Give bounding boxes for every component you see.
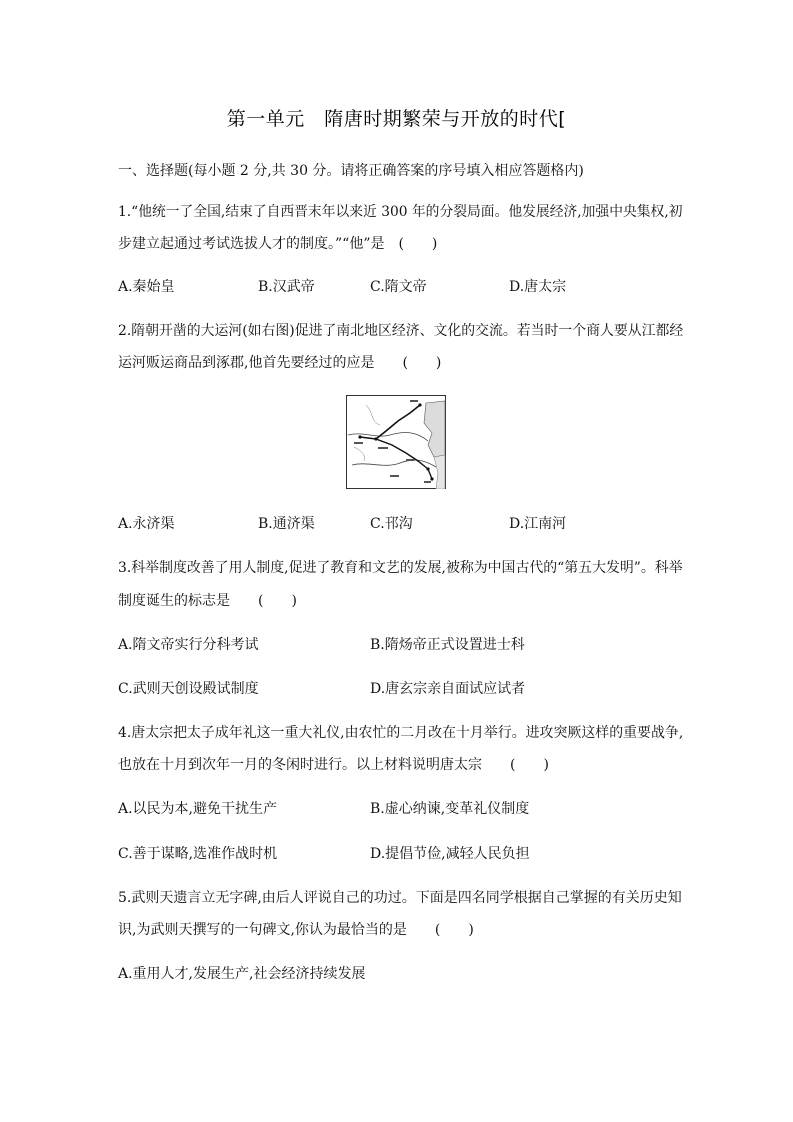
question-5-option-a: A.重用人才,发展生产,社会经济持续发展 bbox=[118, 966, 366, 982]
question-5-line-1: 5.武则天遗言立无字碑,由后人评说自己的功过。下面是四名同学根据自己掌握的有关历史知 bbox=[118, 890, 682, 906]
question-2-option-d: D.江南河 bbox=[509, 516, 567, 532]
question-1-option-a: A.秦始皇 bbox=[118, 279, 175, 295]
question-3-option-c: C.武则天创设殿试制度 bbox=[118, 681, 259, 697]
section-header: 一、选择题(每小题 2 分,共 30 分。请将正确答案的序号填入相应答题格内) bbox=[118, 163, 584, 179]
question-1-line-1: 1.“他统一了全国,结束了自西晋末年以来近 300 年的分裂局面。他发展经济,加强中央集权,初 bbox=[118, 204, 683, 220]
question-1-line-2: 步建立起通过考试选拔人才的制度。”“他”是 ( ) bbox=[118, 236, 438, 252]
question-5-line-2: 识,为武则天撰写的一句碑文,你认为最恰当的是 ( ) bbox=[118, 922, 474, 938]
question-2-line-1: 2.隋朝开凿的大运河(如右图)促进了南北地区经济、文化的交流。若当时一个商人要从江都经 bbox=[118, 323, 684, 339]
question-4-line-1: 4.唐太宗把太子成年礼这一重大礼仪,由农忙的二月改在十月举行。进攻突厥这样的重要战争, bbox=[118, 725, 684, 741]
question-4-option-c: C.善于谋略,选准作战时机 bbox=[118, 846, 278, 862]
question-3-option-d: D.唐玄宗亲自面试应试者 bbox=[370, 681, 526, 697]
question-2-option-c: C.邗沟 bbox=[370, 516, 413, 532]
question-4-line-2: 也放在十月到次年一月的冬闲时进行。以上材料说明唐太宗 ( ) bbox=[118, 757, 549, 773]
question-2-line-2: 运河贩运商品到涿郡,他首先要经过的应是 ( ) bbox=[118, 355, 442, 371]
question-4-option-a: A.以民为本,避免干扰生产 bbox=[118, 801, 278, 817]
question-3-line-1: 3.科举制度改善了用人制度,促进了教育和文艺的发展,被称为中国古代的“第五大发明”。科举 bbox=[118, 560, 683, 576]
question-3-line-2: 制度诞生的标志是 ( ) bbox=[118, 593, 297, 609]
question-4-option-b: B.虚心纳谏,变革礼仪制度 bbox=[370, 801, 530, 817]
question-1-option-b: B.汉武帝 bbox=[258, 279, 315, 295]
question-1-option-c: C.隋文帝 bbox=[370, 279, 427, 295]
question-4-option-d: D.提倡节俭,减轻人民负担 bbox=[370, 846, 530, 862]
question-1-option-d: D.唐太宗 bbox=[509, 279, 567, 295]
grand-canal-map bbox=[346, 395, 446, 489]
page-title: 第一单元 隋唐时期繁荣与开放的时代[ bbox=[226, 108, 567, 130]
question-2-option-b: B.通济渠 bbox=[258, 516, 315, 532]
question-3-option-a: A.隋文帝实行分科考试 bbox=[118, 637, 259, 653]
question-3-option-b: B.隋炀帝正式设置进士科 bbox=[370, 637, 525, 653]
question-2-option-a: A.永济渠 bbox=[118, 516, 175, 532]
